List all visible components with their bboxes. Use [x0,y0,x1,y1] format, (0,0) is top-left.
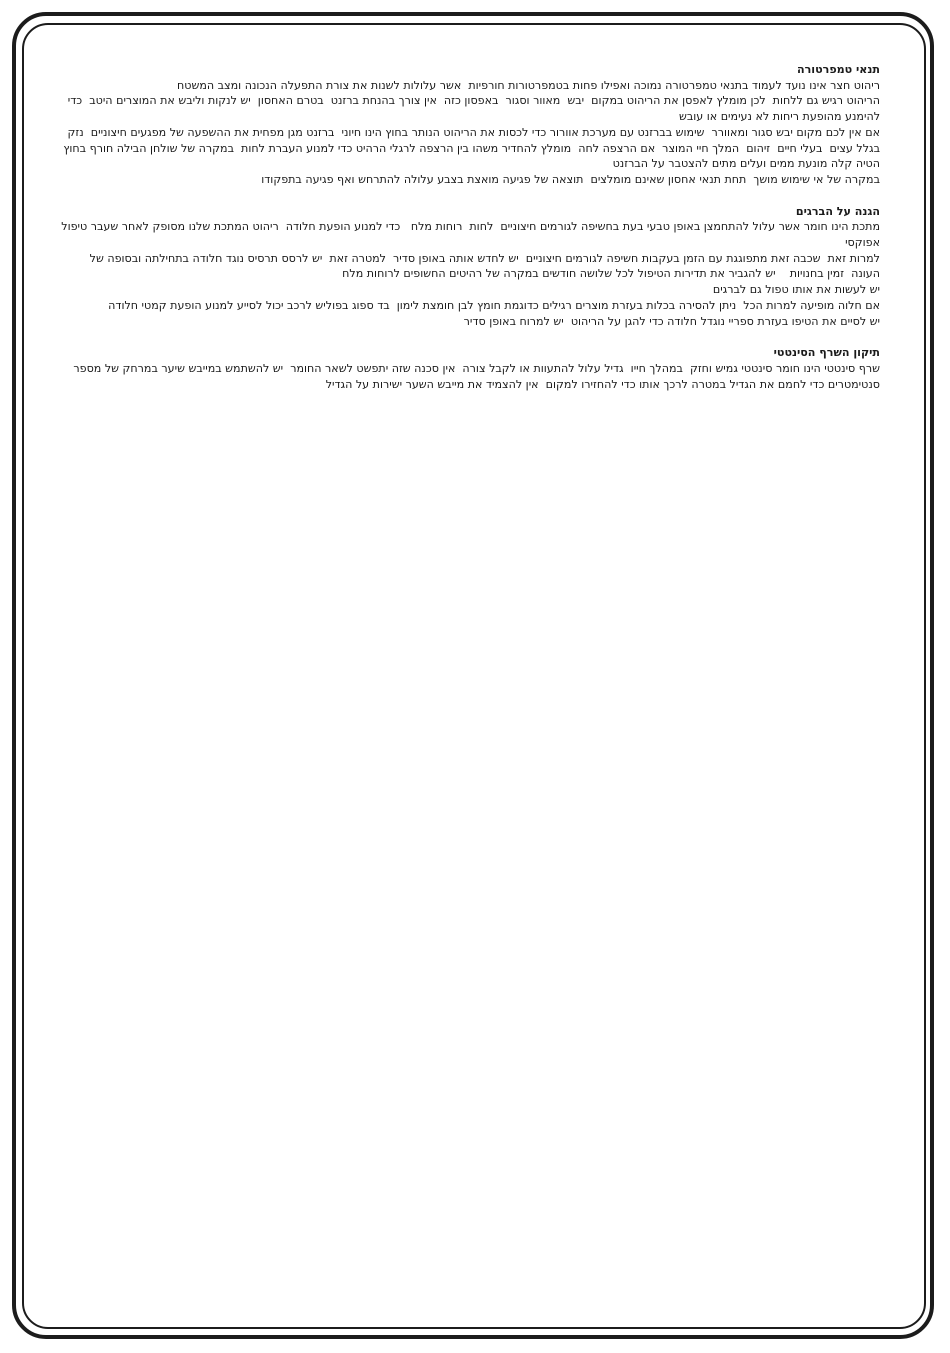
paragraph: אם חלוה מופיעה למרות הכל ניתן להסירה בכלות בעזרת מוצרים רגילים כדוגמת חומץ לבן חומצת לימון בד ספוג בפוליש לרכב יכול לסייע למנוע הופעת קמטי חלודה [108,298,880,312]
paragraph: יש לסיים את הטיפו בעזרת ספריי נוגדל חלודה כדי להגן על הריהוט יש למרוח באופן סדיר [463,314,880,328]
document-body [56,62,880,408]
paragraph: שרף סינטטי הינו חומר סינטטי גמיש וחזק במהלך חייו גדיל עלול להתעוות או לקבל צורה אין סכנה שזה יתפשט לשאר החומר יש להשתמש במייבש שיער במרחק של מספר סנטימטרים כדי לחמם את הגדיל במטרה לרכך אותו כדי להחזירו למקום אין להצמיד את מייבש השער ישירות על הגדיל [69,361,880,391]
section-title: תיקון השרף הסינטטי [773,346,880,360]
paragraph: מתכת הינו חומר אשר עלול להתחמצן באופן טבעי בעת בחשיפה לגורמים חיצוניים לחות רוחות מלח כדי למנוע הופעת חלודה ריהוט המתכת שלנו מסופק לאחר שעבר טיפול אפוקסי [57,220,880,250]
paragraph: אם אין לכם מקום יבש סגור ומאוורר שימוש בברזנט עם מערכת אוורור כדי לכסות את הריהוט הנותר בחוץ הינו חיוני ברזנט מגן מפחית את ההשפעה של מפגעים חיצוניים נזק בגלל עצים בעלי חיים זיהום המלך חיי המוצר אם הרצפה לחה מומלץ להחדיר משהו בין הרצפה לרגלי הרהיט כדי למנוע העברת לחות במקרה של שולחן הבילה חורף בחוץ הטיה קלה מונעת ממים ועלים מתים להצטבר על הברזנט [56,125,880,171]
section-temperature [56,62,880,188]
section-screws [57,204,880,330]
section-title: הגנה על הברגים [795,204,880,218]
section-resin-repair [60,345,880,392]
paragraph: למרות זאת שכבה זאת מתפוגגת עם הזמן בעקבות חשיפה לגורמים חיצוניים יש לחדש אותה באופן סדיר למטרה זאת יש לרסס תרסיס נוגד חלודה בתחילתה ובסופה של העונה זמין בחנויות יש להגביר את תדירות הטיפול לכל שלושה חודשים במקרה של רהיטים החשופים לרוחות מלח [86,251,880,281]
paragraph: הריהוט רגיש גם ללחות לכן מומלץ לאפסן את הריהוט במקום יבש מאוור וסגור באפסון כזה אין צורך בהנחת ברזנט בטרם האחסון יש לנקות וליבש את המוצרים היטב כדי להימנע מהופעת ריחות לא נעימים או עובש [64,94,880,124]
paragraph: ריהוט חצר אינו נועד לעמוד בתנאי טמפרטורה נמוכה ואפילו פחות בטמפרטורות חורפיות אשר עלולות לשנות את צורת התפעלה הנכונה ומצב המשטח [177,78,880,92]
section-title: תנאי טמפרטורה [797,63,880,76]
paragraph: יש לעשות את אותו טפול גם לברגים [712,283,880,297]
paragraph: במקרה של אי שימוש מושך תחת תנאי אחסון שאינם מומלצים תוצאה של פגיעה מואצת בצבע עלולה להתרחש ואף פגיעה בתפקודו [261,172,880,186]
